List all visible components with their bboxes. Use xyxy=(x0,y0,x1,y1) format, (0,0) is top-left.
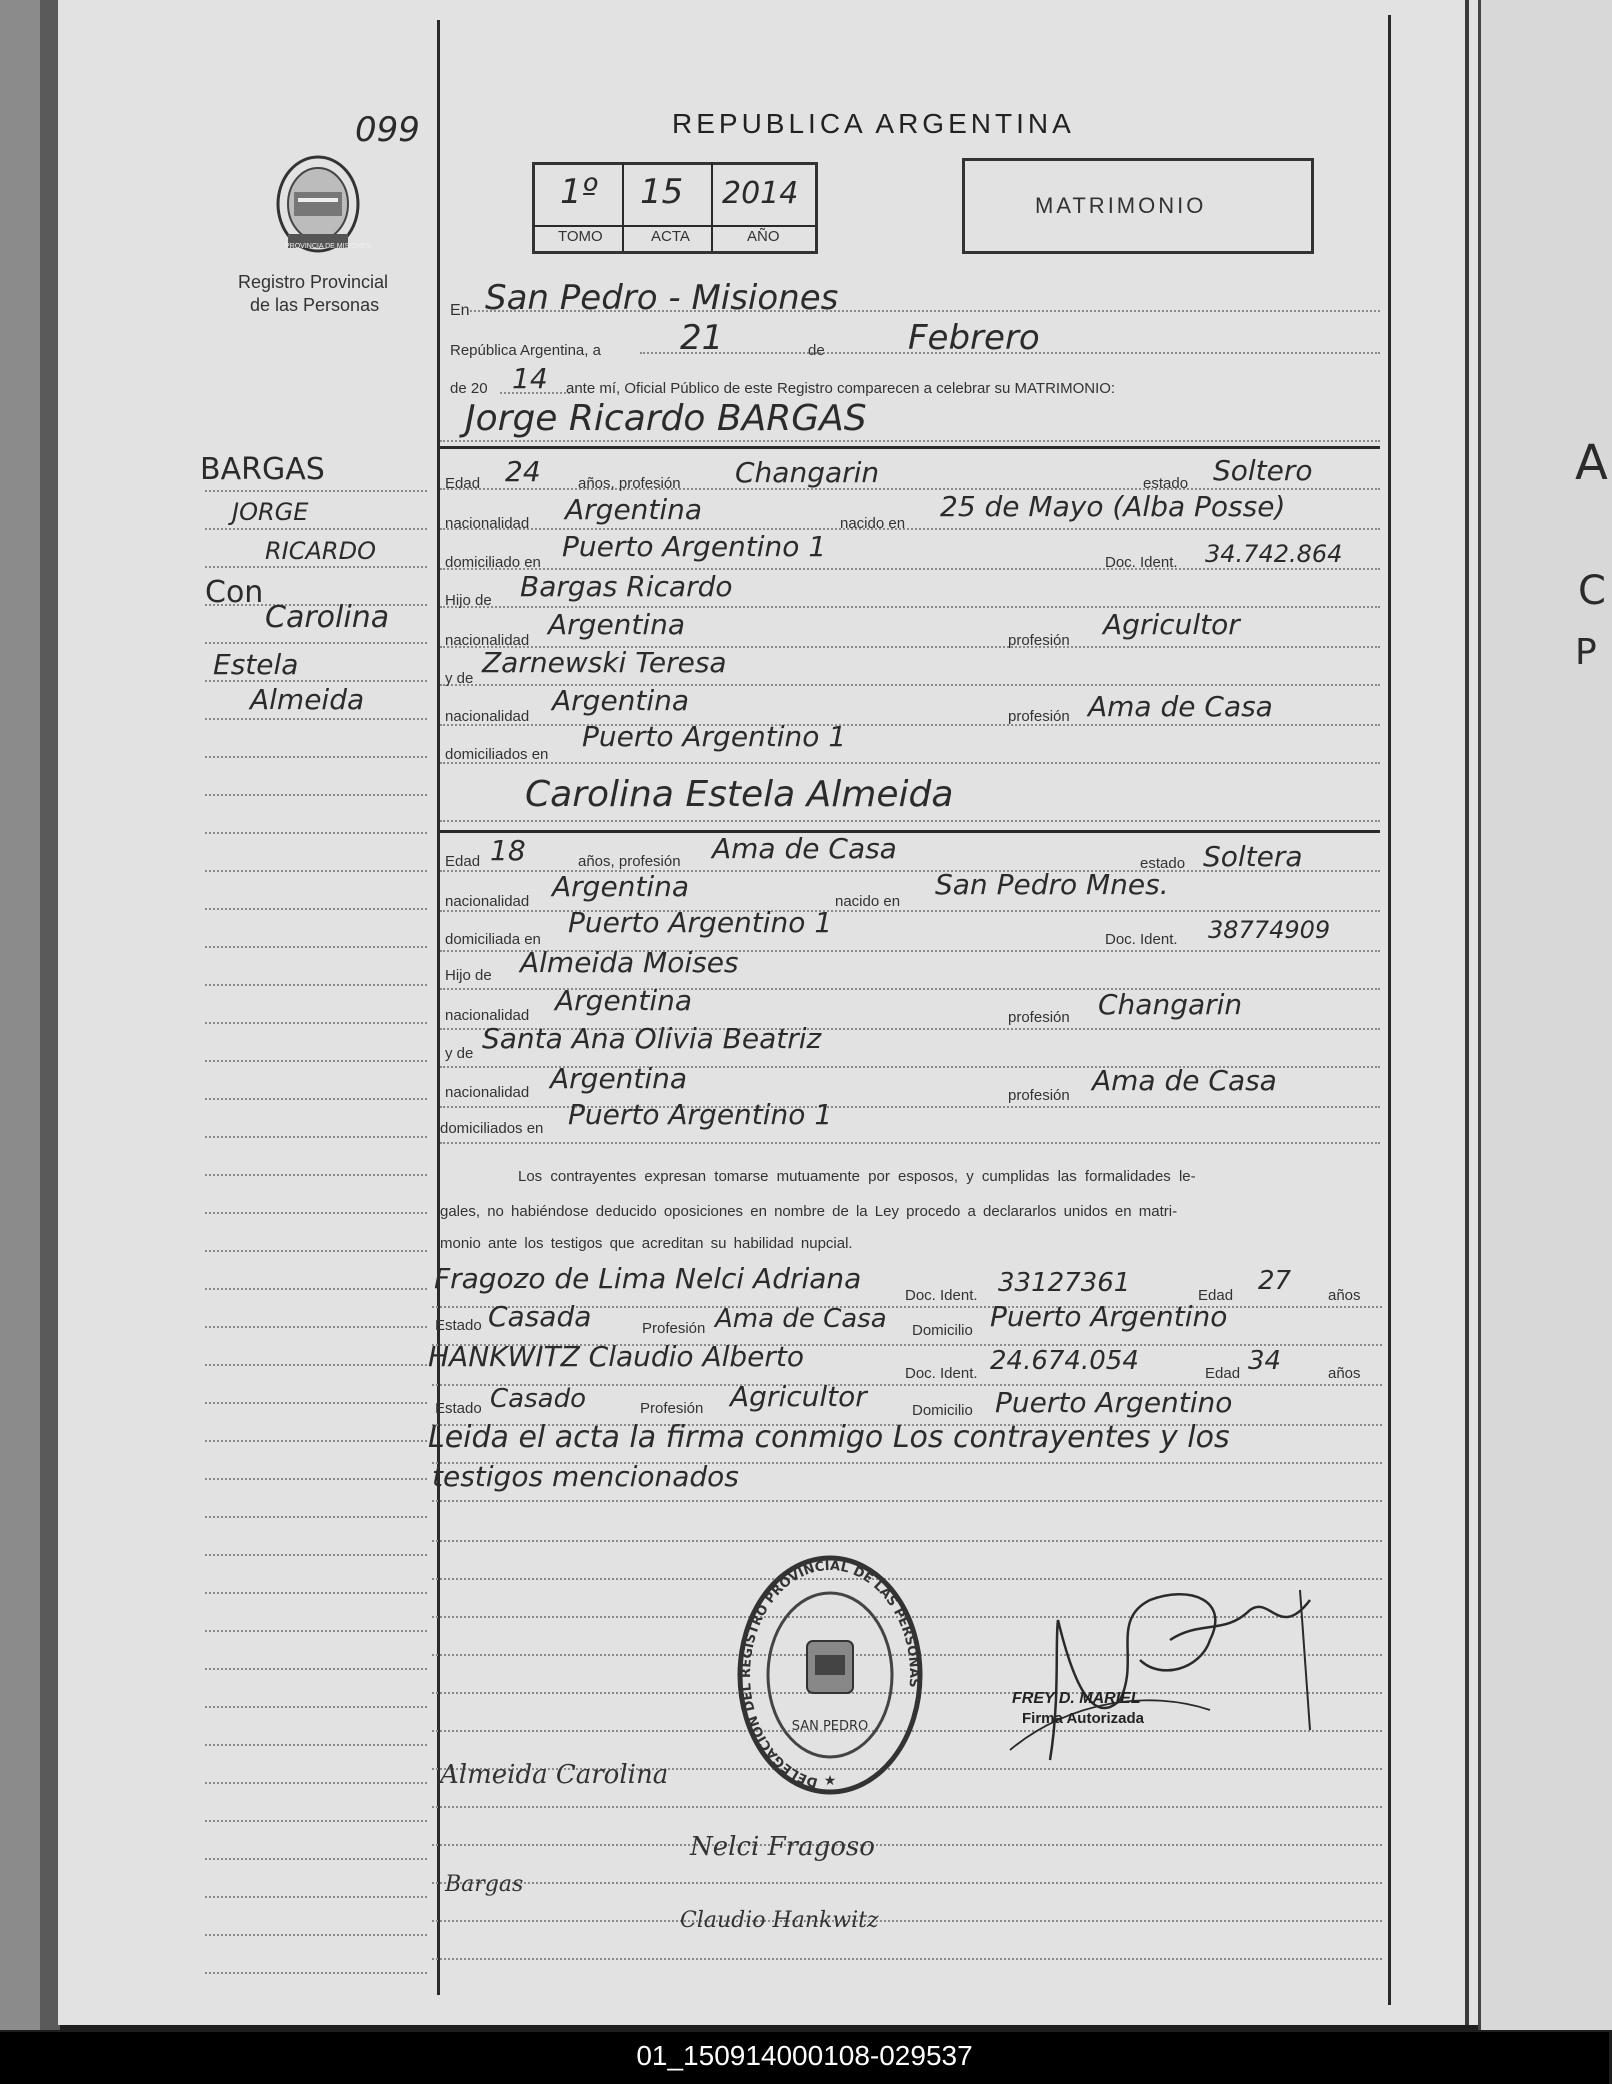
margin-rule-line xyxy=(205,1478,427,1480)
form-line xyxy=(432,1920,1382,1922)
bride-profession: Ama de Casa xyxy=(712,832,897,865)
next-page-fragment: P xyxy=(1575,632,1597,673)
witness1-name: Fragozo de Lima Nelci Adriana xyxy=(434,1262,862,1295)
margin-note-line: RICARDO xyxy=(265,537,376,565)
form-line xyxy=(432,1958,1382,1960)
domiciliado-label: domiciliado en xyxy=(445,554,541,571)
provincial-emblem xyxy=(272,152,371,257)
margin-rule-line xyxy=(205,1706,427,1708)
estado-label: Estado xyxy=(435,1317,482,1334)
en-label: En xyxy=(450,302,470,319)
anos-label: años xyxy=(1328,1365,1361,1382)
estado-label: estado xyxy=(1143,475,1189,492)
groom-address: Puerto Argentino 1 xyxy=(562,530,827,563)
anio-label: AÑO xyxy=(747,228,780,245)
anio-value: 2014 xyxy=(722,176,799,211)
official-name: FREY D. MARIEL xyxy=(1012,1690,1141,1707)
year-suffix: 14 xyxy=(512,362,548,395)
groom-profession: Changarin xyxy=(735,456,880,489)
profesion-label: profesión xyxy=(1008,1087,1070,1104)
margin-rule-line xyxy=(205,1288,427,1290)
edad-label: Edad xyxy=(1205,1365,1241,1382)
margin-rule-line xyxy=(205,1022,427,1024)
nacionalidad-label: nacionalidad xyxy=(445,893,530,910)
witness2-age: 34 xyxy=(1248,1346,1282,1376)
right-page-border xyxy=(1388,15,1391,2005)
anos-label: años xyxy=(1328,1287,1361,1304)
official-signature xyxy=(1010,1580,1340,1790)
domiciliados-label: domiciliados en xyxy=(440,1120,544,1137)
margin-rule-line xyxy=(205,1136,427,1138)
groom-civil-status: Soltero xyxy=(1213,454,1313,487)
margin-rule-line xyxy=(205,1098,427,1100)
form-line xyxy=(432,1540,1382,1542)
place: San Pedro - Misiones xyxy=(485,278,839,318)
groom-name: Jorge Ricardo BARGAS xyxy=(465,398,867,439)
left-column-divider xyxy=(437,20,440,1995)
bride-father-nationality: Argentina xyxy=(555,984,693,1017)
republica-label: República Argentina, a xyxy=(450,342,601,359)
bride-age: 18 xyxy=(490,834,526,867)
doc-label: Doc. Ident. xyxy=(1105,931,1178,948)
groom-father-nationality: Argentina xyxy=(548,608,686,641)
margin-rule-line xyxy=(205,984,427,986)
groom-nationality: Argentina xyxy=(565,493,703,526)
margin-rule-line xyxy=(205,1592,427,1594)
margin-rule-line xyxy=(205,832,427,834)
margin-rule-line xyxy=(205,1554,427,1556)
hijo-label: Hijo de xyxy=(445,592,492,609)
signature-groom: Bargas xyxy=(445,1872,524,1897)
nacionalidad-label: nacionalidad xyxy=(445,632,530,649)
month: Febrero xyxy=(908,318,1040,358)
witness1-age: 27 xyxy=(1258,1266,1292,1296)
estado-label: Estado xyxy=(435,1400,482,1417)
seal-ring-text: DELEGACION DEL REGISTRO PROVINCIAL DE LAS PERSONAS xyxy=(738,1558,922,1790)
margin-rule-line xyxy=(205,870,427,872)
witness2-name: HANKWITZ Claudio Alberto xyxy=(428,1340,805,1373)
registry-name-line2: de las Personas xyxy=(250,295,380,315)
margin-rule-line xyxy=(205,1858,427,1860)
intro-statement: ante mí, Oficial Público de este Registro comparecen a celebrar su MATRIMONIO: xyxy=(566,380,1116,397)
groom-mother-nationality: Argentina xyxy=(552,684,690,717)
form-line xyxy=(432,1806,1382,1808)
folio-number: 099 xyxy=(355,110,420,150)
margin-rule-line xyxy=(205,490,427,492)
witness2-doc: 24.674.054 xyxy=(990,1346,1139,1376)
book-cover-edge xyxy=(40,0,60,2030)
witness1-address: Puerto Argentino xyxy=(990,1300,1228,1333)
margin-rule-line xyxy=(205,1402,427,1404)
nacido-label: nacido en xyxy=(840,515,906,532)
bride-mother: Santa Ana Olivia Beatriz xyxy=(482,1022,822,1055)
nacionalidad-label: nacionalidad xyxy=(445,1084,530,1101)
witness1-civil-status: Casada xyxy=(488,1300,592,1333)
profesion-label: profesión xyxy=(1008,1009,1070,1026)
nacido-label: nacido en xyxy=(835,893,901,910)
margin-rule-line xyxy=(205,1516,427,1518)
domiciliados-label: domiciliados en xyxy=(445,746,549,763)
record-box-divider xyxy=(711,162,713,251)
form-line xyxy=(432,1500,1382,1502)
emblem-text: PROVINCIA DE MISIONES xyxy=(285,243,371,250)
margin-rule-line xyxy=(205,642,427,644)
acta-label: ACTA xyxy=(651,228,690,245)
bride-mother-profession: Ama de Casa xyxy=(1092,1064,1277,1097)
acta-value: 15 xyxy=(640,172,684,212)
registry-name-line1: Registro Provincial xyxy=(238,272,389,292)
footer-code: 01_150914000108-029537 xyxy=(636,2040,973,2071)
nacionalidad-label: nacionalidad xyxy=(445,708,530,725)
seal-inner-text: SAN PEDRO xyxy=(791,1719,869,1734)
bride-parents-address: Puerto Argentino 1 xyxy=(568,1098,833,1131)
groom-father-profession: Agricultor xyxy=(1103,608,1240,641)
declaration-line: Los contrayentes expresan tomarse mutuamente por esposos, y cumplidas las formalidades le- xyxy=(518,1168,1196,1185)
form-line xyxy=(440,724,1380,726)
signature-witness1: Nelci Fragoso xyxy=(690,1832,875,1862)
form-line xyxy=(440,1142,1380,1144)
margin-rule-line xyxy=(205,1972,427,1974)
margin-rule-line xyxy=(205,946,427,948)
de-label: de xyxy=(808,342,825,359)
margin-rule-line xyxy=(205,1896,427,1898)
registry-seal xyxy=(735,1555,925,1805)
groom-age: 24 xyxy=(505,455,541,488)
margin-rule-line xyxy=(205,1934,427,1936)
doc-label: Doc. Ident. xyxy=(905,1365,978,1382)
margin-note-line: Estela xyxy=(213,648,299,681)
form-line xyxy=(440,762,1380,764)
witness2-profession: Agricultor xyxy=(730,1380,867,1413)
day: 21 xyxy=(680,318,724,358)
domiciliada-label: domiciliada en xyxy=(445,931,541,948)
margin-note-line: JORGE xyxy=(232,498,309,526)
form-line xyxy=(440,440,1380,442)
bride-mother-nationality: Argentina xyxy=(550,1062,688,1095)
margin-rule-line xyxy=(205,794,427,796)
next-page-fragment: A xyxy=(1575,435,1608,491)
groom-father: Bargas Ricardo xyxy=(520,570,733,603)
witness1-doc: 33127361 xyxy=(998,1268,1131,1298)
margin-rule-line xyxy=(205,1668,427,1670)
witness2-address: Puerto Argentino xyxy=(995,1386,1233,1419)
nacionalidad-label: nacionalidad xyxy=(445,515,530,532)
margin-rule-line xyxy=(205,1820,427,1822)
record-type: MATRIMONIO xyxy=(1035,193,1207,218)
nacionalidad-label: nacionalidad xyxy=(445,1007,530,1024)
margin-rule-line xyxy=(205,1174,427,1176)
bride-address: Puerto Argentino 1 xyxy=(568,906,833,939)
bride-father: Almeida Moises xyxy=(520,946,739,979)
margin-rule-line xyxy=(205,1364,427,1366)
estado-label: estado xyxy=(1140,855,1186,872)
domicilio-label: Domicilio xyxy=(912,1402,973,1419)
declaration-line: monio ante los testigos que acreditan su habilidad nupcial. xyxy=(440,1235,853,1252)
margin-rule-line xyxy=(205,1060,427,1062)
bride-doc: 38774909 xyxy=(1208,916,1331,944)
margin-rule-line xyxy=(205,1782,427,1784)
domicilio-label: Domicilio xyxy=(912,1322,973,1339)
signature-witness2: Claudio Hankwitz xyxy=(680,1908,879,1933)
margin-note-line: Almeida xyxy=(250,683,365,716)
next-page-edge xyxy=(1478,0,1612,2030)
section-rule xyxy=(440,446,1380,449)
groom-mother: Zarnewski Teresa xyxy=(482,646,727,679)
official-title: Firma Autorizada xyxy=(1022,1710,1144,1727)
declaration-line: gales, no habiéndose deducido oposiciones en nombre de la Ley procedo a declararlos unidos en matri- xyxy=(440,1203,1178,1220)
yde-label: y de xyxy=(445,670,474,687)
svg-text:★: ★ xyxy=(823,1772,837,1788)
witness2-civil-status: Casado xyxy=(490,1384,586,1414)
margin-rule-line xyxy=(205,1630,427,1632)
bride-name: Carolina Estela Almeida xyxy=(525,774,954,815)
margin-rule-line xyxy=(205,1326,427,1328)
profesion-label: profesión xyxy=(1008,632,1070,649)
edad-label: Edad xyxy=(445,853,481,870)
bride-civil-status: Soltera xyxy=(1203,840,1303,873)
groom-parents-address: Puerto Argentino 1 xyxy=(582,720,847,753)
bride-birthplace: San Pedro Mnes. xyxy=(935,868,1169,901)
witness1-profession: Ama de Casa xyxy=(715,1304,887,1334)
tomo-label: TOMO xyxy=(558,228,603,245)
page-spine-line xyxy=(1465,0,1469,2025)
record-box-divider xyxy=(532,225,815,227)
margin-rule-line xyxy=(205,908,427,910)
edad-label: Edad xyxy=(1198,1287,1234,1304)
closing-line: Leida el acta la firma conmigo Los contrayentes y los xyxy=(428,1420,1230,1455)
closing-line: testigos mencionados xyxy=(432,1460,739,1493)
edad-label: Edad xyxy=(445,475,481,492)
tomo-value: 1º xyxy=(560,172,598,212)
bride-father-profession: Changarin xyxy=(1098,988,1243,1021)
signature-bride: Almeida Carolina xyxy=(440,1760,669,1790)
margin-rule-line xyxy=(205,1212,427,1214)
year-prefix: de 20 xyxy=(450,380,488,397)
yde-label: y de xyxy=(445,1045,474,1062)
groom-doc: 34.742.864 xyxy=(1205,540,1343,568)
doc-label: Doc. Ident. xyxy=(905,1287,978,1304)
margin-rule-line xyxy=(205,528,427,530)
bride-nationality: Argentina xyxy=(552,870,690,903)
record-box-divider xyxy=(622,162,624,251)
anos-profesion-label: años, profesión xyxy=(578,475,681,492)
form-line xyxy=(440,820,1380,822)
country-title: REPUBLICA ARGENTINA xyxy=(672,108,1075,139)
section-rule xyxy=(440,830,1380,833)
margin-note-line: Carolina xyxy=(265,600,390,635)
profesion-label: profesión xyxy=(1008,708,1070,725)
next-page-fragment: C xyxy=(1578,568,1606,614)
anos-profesion-label: años, profesión xyxy=(578,853,681,870)
margin-rule-line xyxy=(205,566,427,568)
form-line xyxy=(432,1844,1382,1846)
margin-note-line: BARGAS xyxy=(200,452,325,487)
margin-rule-line xyxy=(205,718,427,720)
margin-rule-line xyxy=(205,1440,427,1442)
margin-rule-line xyxy=(205,756,427,758)
margin-note-line: Con xyxy=(205,575,264,610)
doc-label: Doc. Ident. xyxy=(1105,554,1178,571)
groom-mother-profession: Ama de Casa xyxy=(1088,690,1273,723)
margin-rule-line xyxy=(205,1744,427,1746)
profesion-label: Profesión xyxy=(640,1400,704,1417)
profesion-label: Profesión xyxy=(642,1320,706,1337)
hijo-label: Hijo de xyxy=(445,967,492,984)
margin-rule-line xyxy=(205,1250,427,1252)
groom-birthplace: 25 de Mayo (Alba Posse) xyxy=(940,490,1286,523)
form-line xyxy=(432,1882,1382,1884)
